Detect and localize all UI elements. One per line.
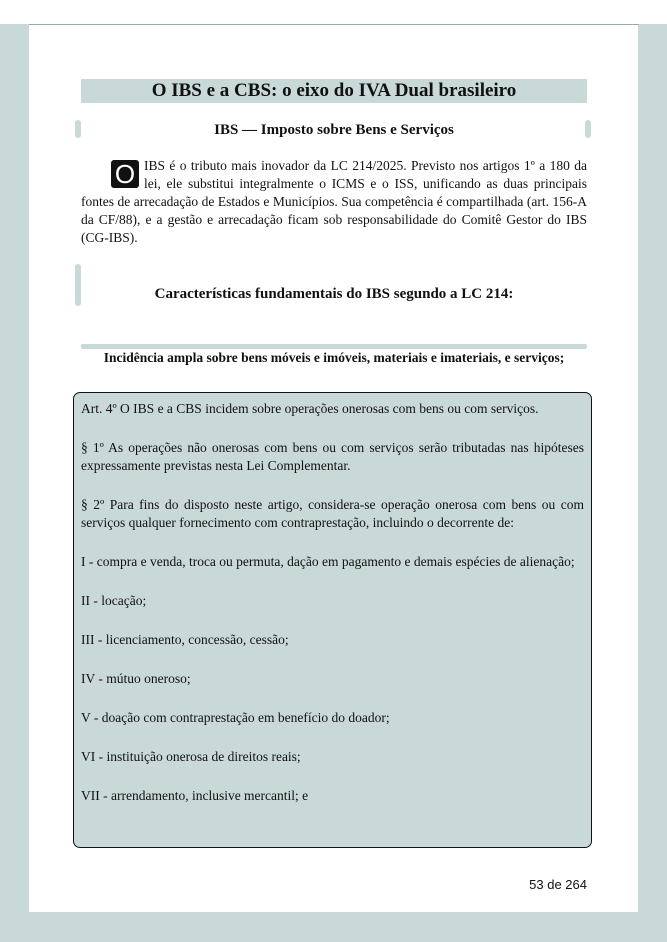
law-quote-box: [73, 392, 592, 848]
features-marker: [75, 264, 81, 306]
quote-item-v: V - doação com contraprestação em benefício do doador;: [81, 710, 390, 725]
document-page: [29, 25, 638, 912]
section-marker-right: [585, 120, 591, 138]
incidence-heading: Incidência ampla sobre bens móveis e imóveis, materiais e imateriais, e serviços;: [103, 350, 565, 365]
section-heading: IBS — Imposto sobre Bens e Serviços: [214, 122, 454, 138]
intro-text: IBS é o tributo mais inovador da LC 214/2025. Previsto nos artigos 1º a 180 da lei, ele substitui integralmente o ICMS e o ISS, unificando as duas principais fontes de arrecadação de Estados e Municípios. Sua competência é compartilhada (art. 156-A da CF/88), e a gestão e arrecadação ficam sob responsabilidade do Comitê Gestor do IBS (CG-IBS).: [81, 158, 587, 245]
page-title: O IBS e a CBS: o eixo do IVA Dual brasileiro: [81, 79, 587, 103]
page-number: 53 de 264: [529, 877, 587, 892]
viewer-top-margin: [0, 0, 667, 24]
drop-cap: O: [111, 160, 139, 188]
quote-paragraph-1: § 1º As operações não onerosas com bens ou com serviços serão tributadas nas hipóteses expressamente previstas nesta Lei Complementar.: [81, 440, 584, 473]
quote-item-iii: III - licenciamento, concessão, cessão;: [81, 632, 289, 647]
quote-item-i: I - compra e venda, troca ou permuta, dação em pagamento e demais espécies de alienação;: [81, 554, 575, 569]
quote-item-vii: VII - arrendamento, inclusive mercantil; e: [81, 788, 309, 803]
quote-article: Art. 4º O IBS e a CBS incidem sobre operações onerosas com bens ou com serviços.: [81, 401, 539, 416]
section-marker-left: [75, 120, 81, 138]
quote-item-ii: II - locação;: [81, 593, 147, 608]
quote-paragraph-2: § 2º Para fins do disposto neste artigo, considera-se operação onerosa com bens ou com serviços qualquer fornecimento com contraprestação, incluindo o decorrente de:: [81, 497, 584, 530]
quote-item-vi: VI - instituição onerosa de direitos reais;: [81, 749, 301, 764]
features-heading: Características fundamentais do IBS segundo a LC 214:: [154, 286, 514, 302]
intro-paragraph: [81, 157, 587, 247]
quote-item-iv: IV - mútuo oneroso;: [81, 671, 191, 686]
